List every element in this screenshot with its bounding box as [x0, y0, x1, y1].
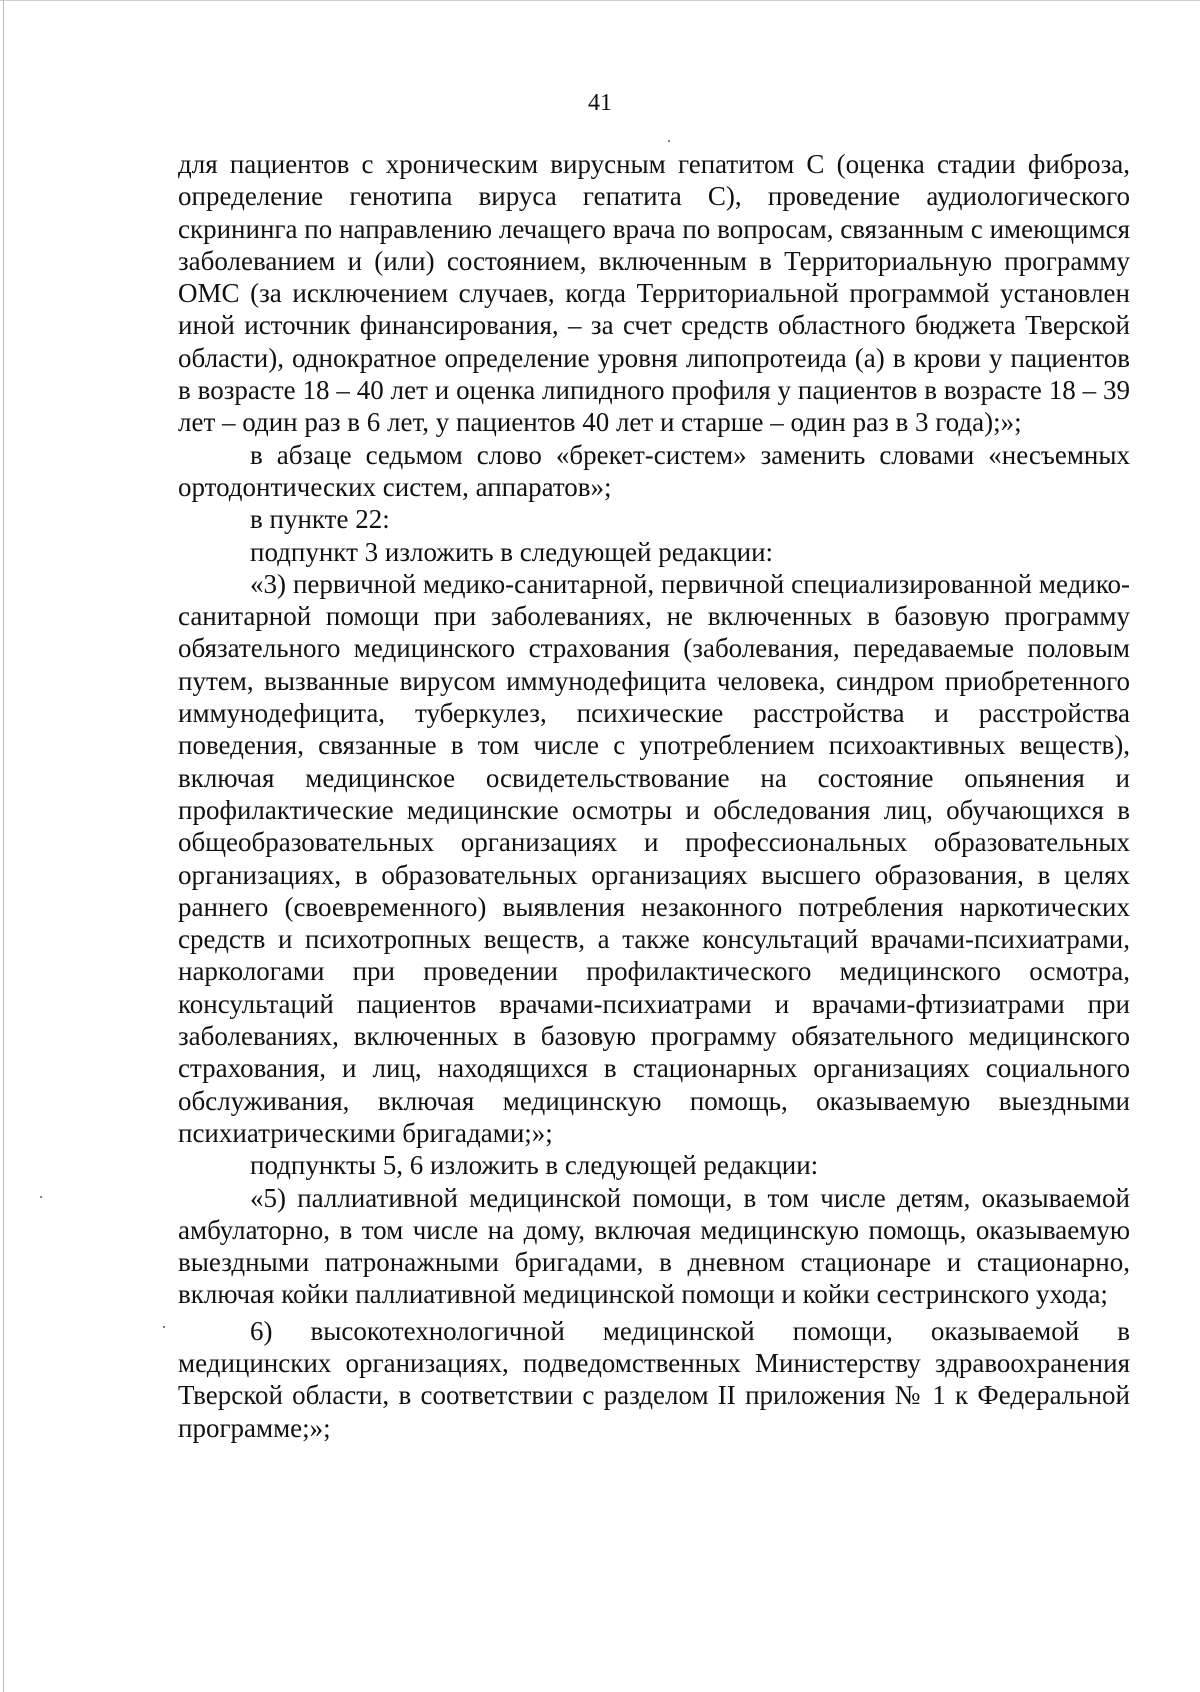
paragraph-subpoint-5-text: «5) паллиативной медицинской помощи, в том числе детям, оказываемой амбулаторно, в том числе на дому, включая медицинскую помощь, оказываемую выездными патронажными бригадами, в дневном стационаре и стационарно, включая койки паллиативной медицинской помощи и койки сестринского ухода; — [178, 1182, 1130, 1310]
paragraph-point-22: в пункте 22: — [250, 504, 390, 535]
paragraph-para-7-amendment: в абзаце седьмом слово «брекет-систем» заменить словами «несъемных ортодонтических систем, аппаратов»; — [178, 439, 1130, 502]
page-number: 41 — [588, 90, 612, 116]
scan-speck — [40, 1196, 42, 1198]
paragraph-subpoint-3-intro: подпункт 3 изложить в следующей редакции: — [250, 536, 774, 567]
scan-speck — [668, 140, 670, 142]
scan-edge-top — [0, 0, 1200, 1]
document-body — [178, 148, 1130, 1444]
scan-speck — [163, 1326, 165, 1328]
paragraph-continuation: для пациентов с хроническим вирусным гепатитом С (оценка стадии фиброза, определение генотипа вируса гепатита С), проведение аудиологического скрининга по направлению лечащего врача по вопросам, связанным с имеющимся заболеванием и (или) состоянием, включенным в Территориальную программу ОМС (за исключением случаев, когда Территориальной программой установлен иной источник финансирования, – за счет средств областного бюджета Тверской области), однократное определение уровня липопротеида (а) в крови у пациентов в возрасте 18 – 40 лет и оценка липидного профиля у пациентов в возрасте 18 – 39 лет – один раз в 6 лет, у пациентов 40 лет и старше – один раз в 3 года);»; — [178, 149, 1130, 438]
paragraph-subpoints-5-6-intro: подпункты 5, 6 изложить в следующей редакции: — [250, 1150, 819, 1181]
paragraph-subpoint-3-text: «3) первичной медико-санитарной, первичной специализированной медико-санитарной помощи при заболеваниях, не включенных в базовую программу обязательного медицинского страхования (заболевания, передаваемые половым путем, вызванные вирусом иммунодефицита человека, синдром приобретенного иммунодефицита, туберкулез, психические расстройства и расстройства поведения, связанные в том числе с употреблением психоактивных веществ), включая медицинское освидетельствование на состояние опьянения и профилактические медицинские осмотры и обследования лиц, обучающихся в общеобразовательных организациях и профессиональных образовательных организациях, в образовательных организациях высшего образования, в целях раннего (своевременного) выявления незаконного потребления наркотических средств и психотропных веществ, а также консультаций врачами-психиатрами, наркологами при проведении профилактического медицинского осмотра, консультаций пациентов врачами-психиатрами и врачами-фтизиатрами при заболеваниях, включенных в базовую программу обязательного медицинского страхования, и лиц, находящихся в стационарных организациях социального обслуживания, включая медицинскую помощь, оказываемую выездными психиатрическими бригадами;»; — [178, 568, 1130, 1148]
paragraph-subpoint-6-text: 6) высокотехнологичной медицинской помощи, оказываемой в медицинских организациях, подведомственных Министерству здравоохранения Тверской области, в соответствии с разделом II приложения № 1 к Федеральной программе;»; — [178, 1315, 1130, 1443]
scan-edge-left — [3, 0, 4, 1692]
